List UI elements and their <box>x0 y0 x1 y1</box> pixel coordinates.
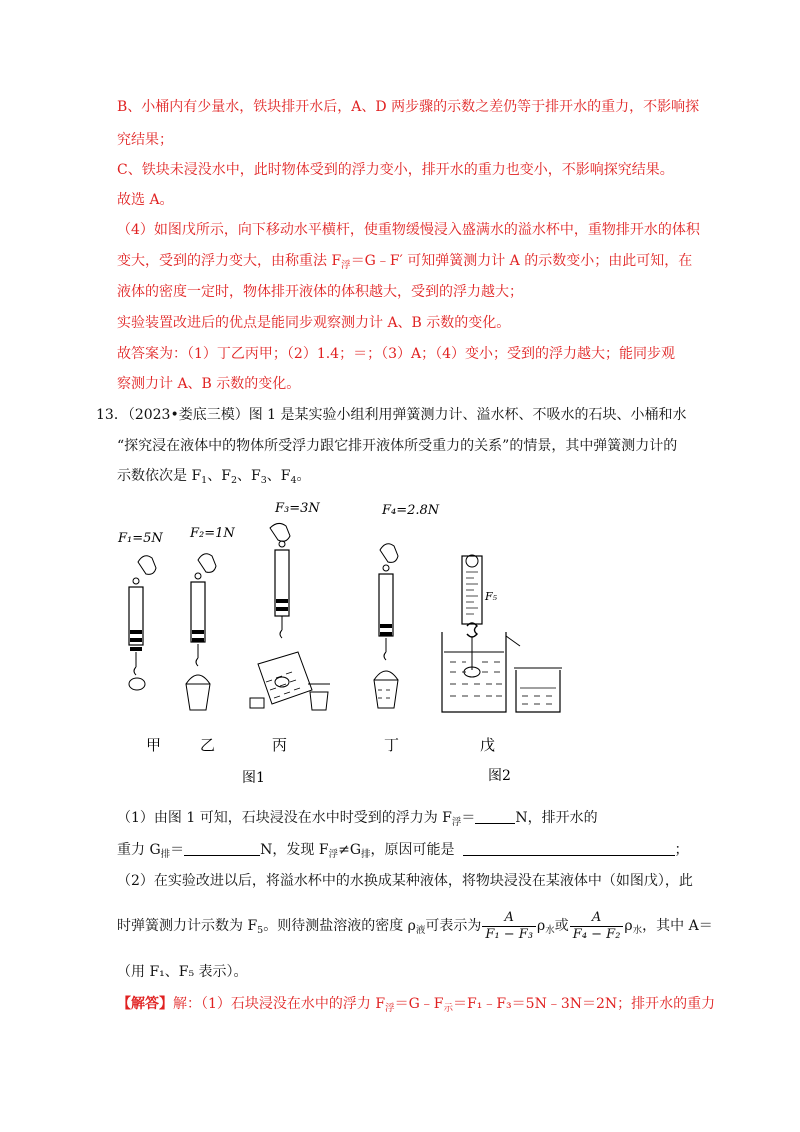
label-wu: 戊 <box>480 736 496 754</box>
answer-p4-line3: 液体的密度一定时，物体排开液体的体积越大，受到的浮力越大； <box>117 284 523 300</box>
q2-line2: 时弹簧测力计示数为 $F_5$。则待测盐溶液的密度 $\rho_液$可表示为 $\frac{A}{\text{F₁ − F₃}}$ $\rho_水$或 $\frac{A}{\text{F₄ − F₂}}$ $\rho_水$，其中 A＝ <box>117 909 713 942</box>
question13-line3: 示数依次是 $F_1$、$F_2$、$F_3$、$F_4$。 <box>117 468 311 486</box>
label-yi: 乙 <box>200 736 216 754</box>
answer-summary-line1: 故答案为：（1）丁乙丙甲；（2）1.4；＝；（3）A；（4）变小；受到的浮力越大；能同步观 <box>117 346 676 362</box>
blank-reason <box>463 841 675 856</box>
label-bing: 丙 <box>272 736 288 754</box>
answer-p4-line1: （4）如图戊所示，向下移动水平横杆，使重物缓慢浸入盛满水的溢水杯中，重物排开水的体积 <box>117 222 700 238</box>
label-f2: F₂=1N <box>190 526 235 541</box>
setup-yi <box>186 526 235 754</box>
solution-line: 【解答】解：（1）石块浸没在水中的浮力 $F_浮=G﹣F_示=F_1﹣F_3=5N﹣3N=2N$；排开水的重力 <box>117 996 716 1014</box>
label-f5: F₅ <box>485 590 498 603</box>
label-f1: F₁=5N <box>118 531 163 546</box>
fraction-1: $\frac{A}{\text{F₁ − F₃}}$ <box>482 910 536 943</box>
blank-displaced-weight <box>184 841 260 856</box>
answer-p4-line4: 实验装置改进后的优点是能同步观察测力计 A、B 示数的变化。 <box>117 315 511 331</box>
question13-line1: 13．（2023•娄底三模）图 1 是某实验小组利用弹簧测力计、溢水杯、不吸水的石块、小桶和水 <box>96 407 687 423</box>
q1-line2: 重力 $G_排= N$，发现 $F_浮\ne G_排$，原因可能是 ； <box>117 842 689 860</box>
caption-fig1: 图1 <box>242 770 265 786</box>
experiment-figure <box>110 492 690 792</box>
answer-c-line: C、铁块未浸没水中，此时物体受到的浮力变小，排开水的重力也变小，不影响探究结果。 <box>117 162 674 178</box>
answer-b-line1: B、小桶内有少量水，铁块排开水后，A、D 两步骤的示数之差仍等于排开水的重力，不影响探 <box>117 99 700 115</box>
question13-line2: “探究浸在液体中的物体所受浮力跟它排开液体所受重力的关系”的情景，其中弹簧测力计的 <box>117 438 678 454</box>
setup-jia <box>117 531 163 754</box>
label-jia: 甲 <box>146 736 162 754</box>
label-ding: 丁 <box>384 736 400 754</box>
setup-ding <box>374 503 440 754</box>
q2-line1: （2）在实验改进以后，将溢水杯中的水换成某种液体，将物块浸没在某液体中（如图戊），此 <box>117 873 693 889</box>
blank-buoyancy <box>475 809 515 824</box>
q1-line1: （1）由图 1 可知，石块浸没在水中时受到的浮力为 $F_浮= N$，排开水的 <box>117 810 598 828</box>
caption-fig2: 图2 <box>488 768 511 784</box>
answer-p4-line2: 变大，受到的浮力变大，由称重法 $F_浮=G﹣F'$ 可知弹簧测力计 A 的示数变小；由此可知，在 <box>117 253 693 271</box>
answer-summary-line2: 察测力计 A、B 示数的变化。 <box>117 376 301 392</box>
fraction-2: $\frac{A}{\text{F₄ − F₂}}$ <box>570 910 624 943</box>
label-f3: F₃=3N <box>275 501 320 516</box>
setup-bing <box>250 501 330 754</box>
setup-wu <box>442 555 562 754</box>
label-f4: F₄=2.8N <box>382 503 440 518</box>
q2-line3: （用 F₁、F₅ 表示）。 <box>117 964 248 980</box>
answer-b-line2: 究结果； <box>117 132 173 148</box>
solution-tag: 【解答】 <box>117 996 173 1012</box>
answer-choose: 故选 A。 <box>117 192 174 208</box>
